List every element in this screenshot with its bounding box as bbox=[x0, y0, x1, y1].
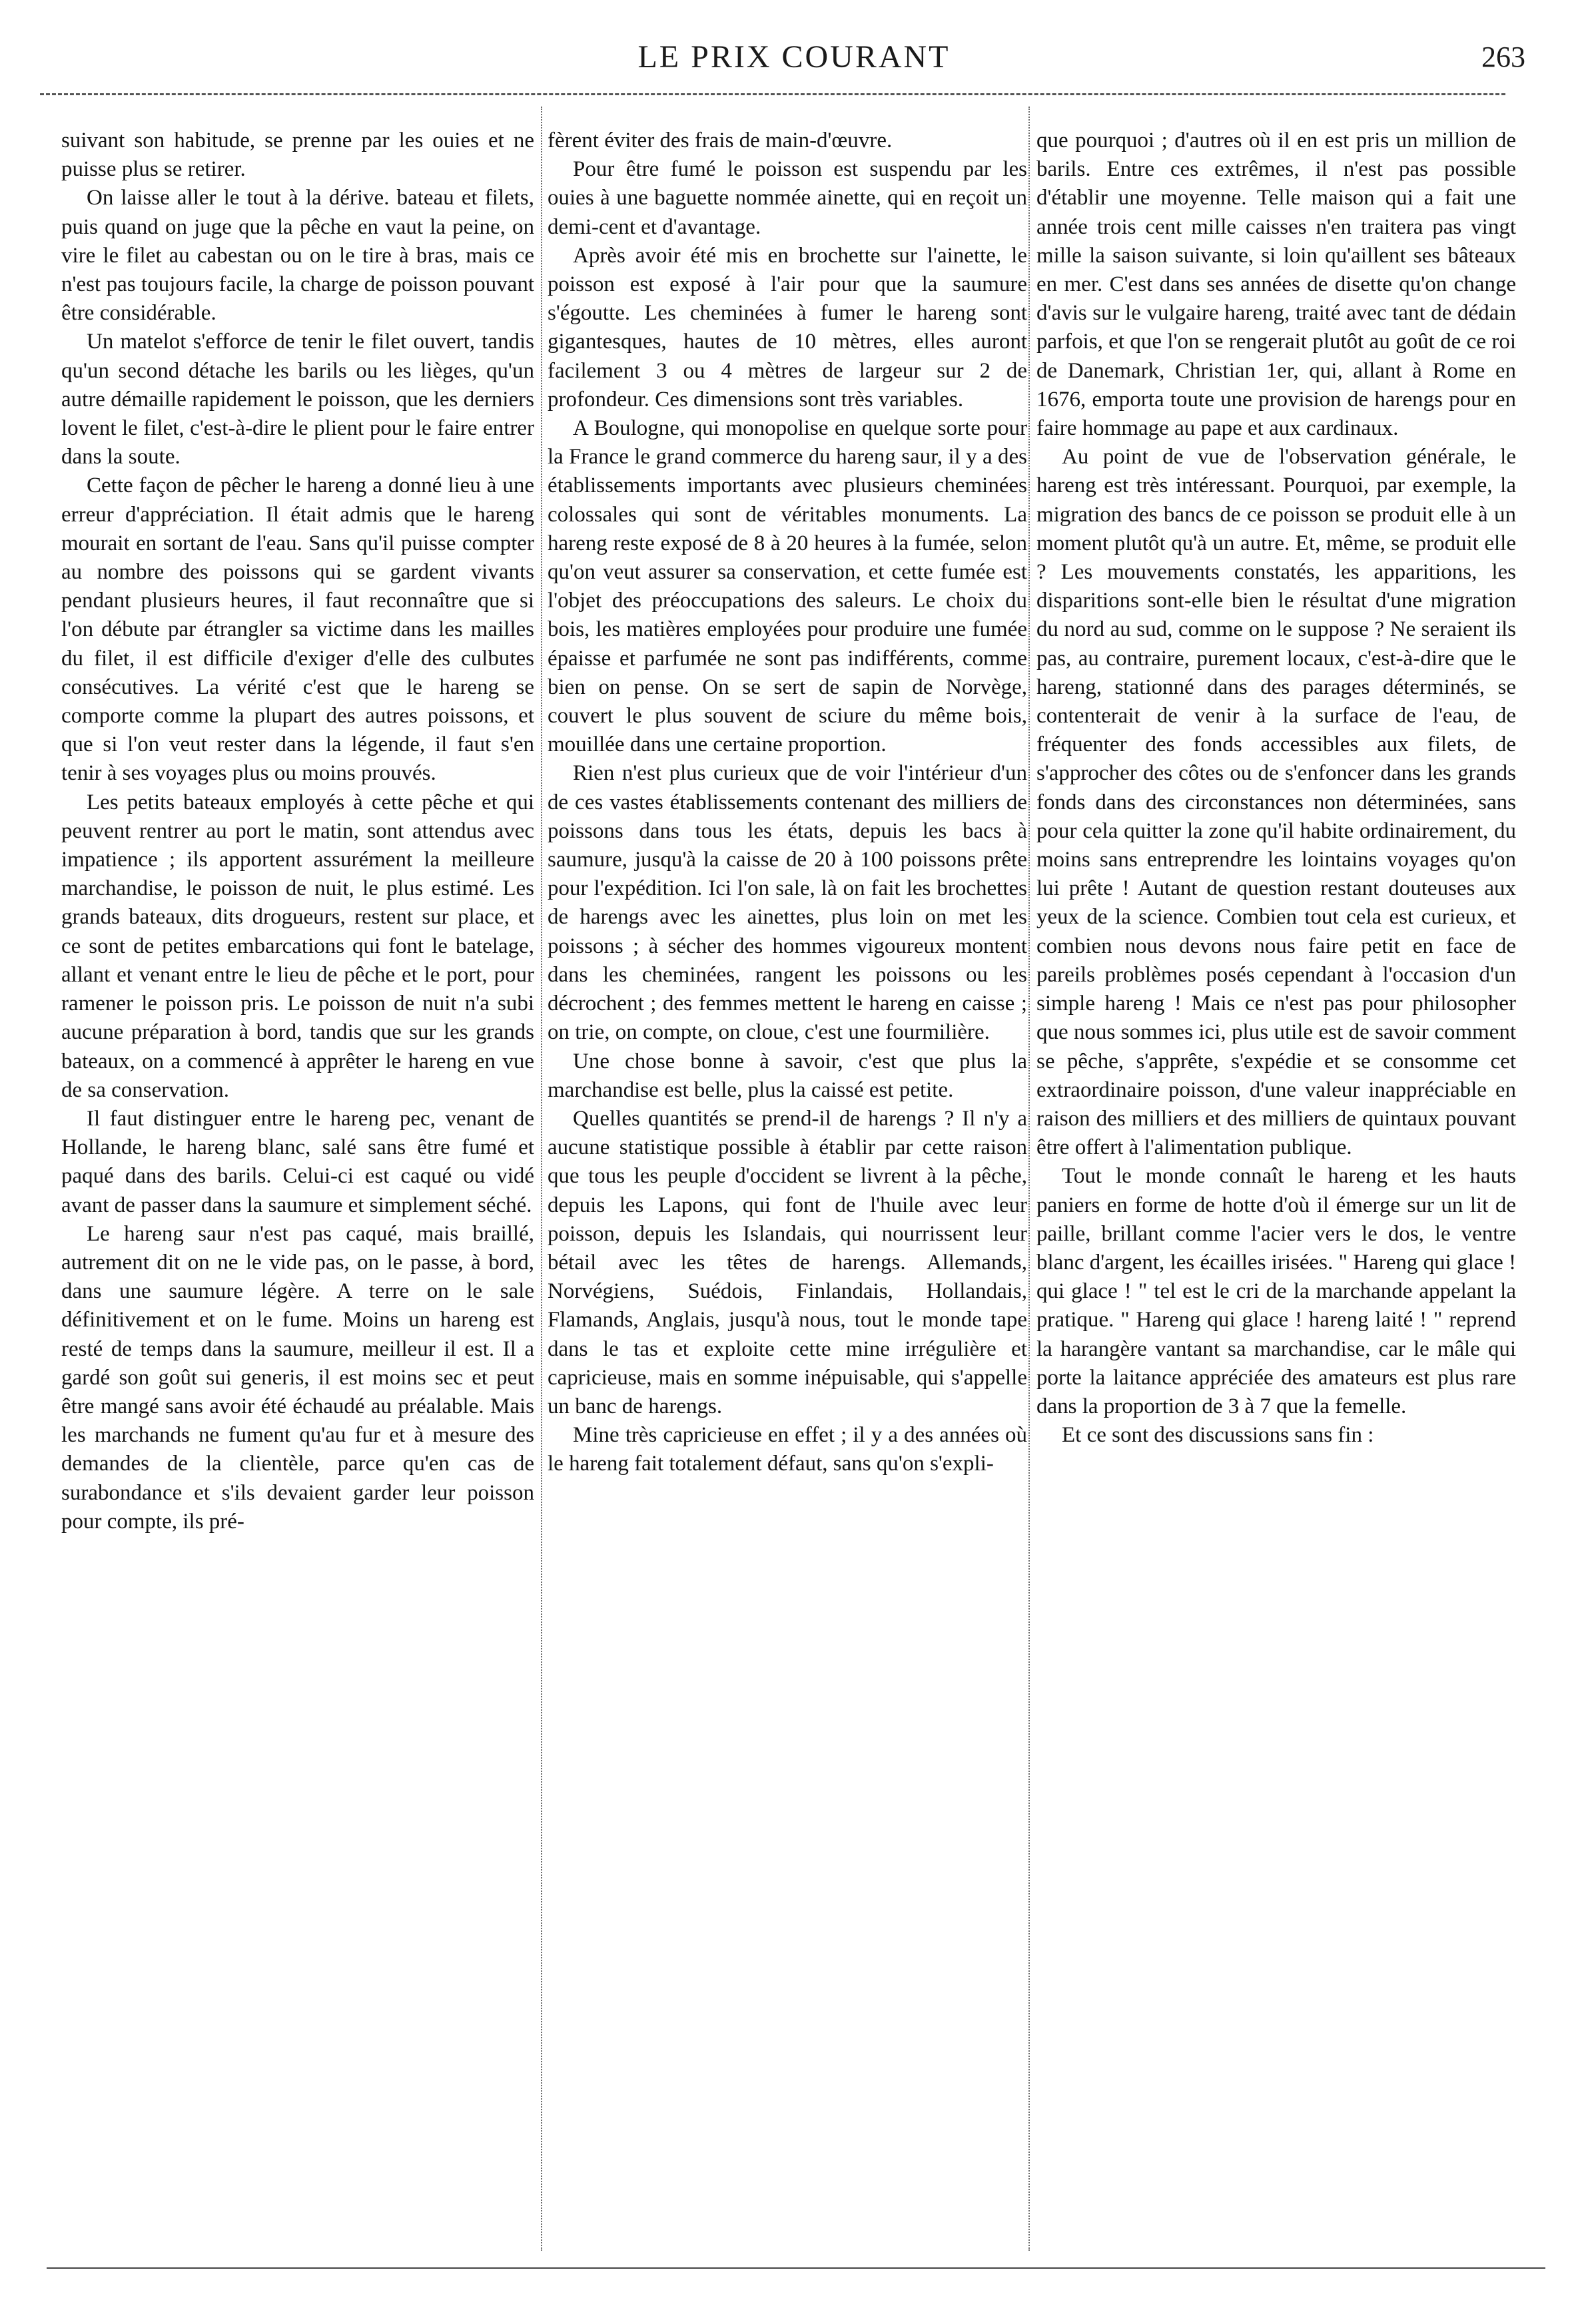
paragraph: Tout le monde connaît le hareng et les hauts paniers en forme de hotte d'où il émerge sur un lit de paille, brillant comme l'acier vers le dos, le ventre blanc d'argent, les écailles irisées. " Hareng qui glace ! qui glace ! " tel est le cri de la marchande appelant la pratique. " Hareng qui glace ! hareng laité ! " reprend la harangère vantant sa marchandise, car le mâle qui porte la laitance appréciée des amateurs est plus rare dans la proportion de 3 à 7 que la femelle. bbox=[1036, 1164, 1516, 1418]
paragraph: Rien n'est plus curieux que de voir l'intérieur d'un de ces vastes établissements contenant des milliers de poissons dans tous les états, depuis les bacs à saumure, jusqu'à la caisse de 20 à 100 poissons prête pour l'expédition. Ici l'on sale, là on fait les brochettes de harengs avec les ainettes, plus loin on met les poissons ; à sécher des hommes vigoureux montent dans les cheminées, rangent les poissons ou les décrochent ; des femmes mettent le hareng en caisse ; on trie, on compte, on cloue, c'est une fourmilière. bbox=[548, 761, 1027, 1045]
paragraph: Pour être fumé le poisson est suspendu par les ouies à une baguette nommée ainette, qui en reçoit un demi-cent et d'avantage. bbox=[548, 157, 1027, 239]
paragraph: A Boulogne, qui monopolise en quelque sorte pour la France le grand commerce du hareng saur, il y a des établissements importants avec plusieurs cheminées colossales qui sont de véritables monuments. La hareng reste exposé de 8 à 20 heures à la fumée, selon qu'on veut assurer sa conservation, et cette fumée est l'objet des préoccupations des saleurs. Le choix du bois, les matières employées pour produire une fumée épaisse et parfumée ne sont pas indifférents, comme bien on pense. On se sert de sapin de Norvège, couvert le plus souvent de sciure du même bois, mouillée dans une certaine proportion. bbox=[548, 416, 1027, 757]
paragraph: Cette façon de pêcher le hareng a donné lieu à une erreur d'appréciation. Il était admis que le hareng mourait en sortant de l'eau. Sans qu'il puisse compter au nombre des poissons qui se gardent vivants pendant plusieurs heures, il faut reconnaître que si l'on débute par étrangler sa victime dans les mailles du filet, il est difficile d'exiger d'elle des culbutes consécutives. La vérité c'est que le hareng se comporte comme la plupart des autres poissons, et que si l'on veut rester dans la légende, il faut s'en tenir à ses voyages plus ou moins prouvés. bbox=[61, 473, 534, 786]
text-column-3 bbox=[1036, 127, 1516, 2251]
running-title: LE PRIX COURANT bbox=[637, 39, 951, 75]
paragraph: Il faut distinguer entre le hareng pec, venant de Hollande, le hareng blanc, salé sans être fumé et paqué dans des barils. Celui-ci est caqué ou vidé avant de passer dans la saumure et simplement séché. bbox=[61, 1106, 534, 1217]
paragraph: Quelles quantités se prend-il de harengs ? Il n'y a aucune statistique possible à établir par cette raison que tous les peuple d'occident se livrent à la pêche, depuis les Lapons, qui font de l'huile avec leur poisson, depuis les Islandais, qui nourrissent leur bétail avec les têtes de harengs. Allemands, Norvégiens, Suédois, Finlandais, Hollandais, Flamands, Anglais, jusqu'à nous, tout le monde tape dans le tas et exploite cette mine irrégulière et capricieuse, mais en somme inépuisable, qui s'appelle un banc de harengs. bbox=[548, 1106, 1027, 1418]
paragraph: Le hareng saur n'est pas caqué, mais braillé, autrement dit on ne le vide pas, on le passe, à bord, dans une saumure légère. A terre on le sale définitivement et on le fume. Moins un hareng est resté de temps dans la saumure, meilleur il est. Il a gardé son goût sui generis, il est moins sec et peut être mangé sans avoir été échaudé au préalable. Mais les marchands ne fument qu'au fur et à mesure des demandes de la clientèle, parce qu'en cas de surabondance et s'ils devaient garder leur poisson pour compte, ils pré- bbox=[61, 1221, 534, 1534]
text-column-2 bbox=[548, 127, 1027, 2251]
paragraph: Après avoir été mis en brochette sur l'ainette, le poisson est exposé à l'air pour que la saumure s'égoutte. Les cheminées à fumer le hareng sont gigantesques, hautes de 10 mètres, elles auront facilement 3 ou 4 mètres de largeur sur 2 de profondeur. Ces dimensions sont très variables. bbox=[548, 243, 1027, 412]
paragraph: Mine très capricieuse en effet ; il y a des années où le hareng fait totalement défaut, sans qu'on s'expli- bbox=[548, 1423, 1027, 1476]
paragraph: Une chose bonne à savoir, c'est que plus la marchandise est belle, plus la caissé est petite. bbox=[548, 1049, 1027, 1102]
text-column-1 bbox=[61, 127, 534, 2251]
paragraph: Et ce sont des discussions sans fin : bbox=[1062, 1423, 1374, 1448]
page-header bbox=[40, 39, 1548, 85]
paragraph: fèrent éviter des frais de main-d'œuvre. bbox=[548, 129, 893, 152]
paragraph: Un matelot s'efforce de tenir le filet ouvert, tandis qu'un second détache les barils ou les lièges, qu'un autre démaille rapidement le poisson, que les derniers lovent le filet, c'est-à-dire le plient pour le faire entrer dans la soute. bbox=[61, 330, 534, 469]
paragraph: Les petits bateaux employés à cette pêche et qui peuvent rentrer au port le matin, sont attendus avec impatience ; ils apportent assurément la meilleure marchandise, le poisson de nuit, le plus estimé. Les grands bateaux, dits drogueurs, restent sur place, et ce sont de petites embarcations qui font le batelage, allant et venant entre le lieu de pêche et le port, pour ramener le poisson pris. Le poisson de nuit n'a subi aucune préparation à bord, tandis que sur les grands bateaux, on a commencé à apprêter le hareng en vue de sa conservation. bbox=[61, 790, 534, 1102]
column-divider bbox=[541, 107, 542, 2251]
header-rule bbox=[40, 93, 1505, 95]
paragraph: Au point de vue de l'observation générale, le hareng est très intéressant. Pourquoi, par exemple, la migration des bancs de ce poisson se produit elle à un moment plutôt qu'à un autre. Et, même, se produit elle ? Les mouvements constatés, les apparitions, les disparitions sont-elle bien le résultat d'une migration du nord au sud, comme on le suppose ? Ne seraient ils pas, au contraire, purement locaux, c'est-à-dire que le hareng, stationné dans des parages déterminés, se contenterait de venir à la surface de l'eau, de fréquenter des fonds accessibles aux filets, de s'approcher des côtes ou de s'enfoncer dans les grands fonds dans des circonstances non déterminées, sans pour cela quitter la zone qu'il habite ordinairement, du moins sans entreprendre les lointains voyages qu'on lui prête ! Autant de question restant douteuses aux yeux de la science. Combien tout cela est curieux, et combien nous devons nous faire petit en face de pareils problèmes posés cependant à l'occasion d'un simple hareng ! Mais ce n'est pas pour philosopher que nous sommes ici, plus utile est de savoir comment se pêche, s'apprête, s'expédie et se consomme cet extraordinaire poisson, d'une valeur inappréciable en raison des milliers et des milliers de quintaux pouvant être offert à l'alimentation publique. bbox=[1036, 445, 1516, 1160]
paragraph: que pourquoi ; d'autres où il en est pris un million de barils. Entre ces extrêmes, il n'est pas possible d'établir une moyenne. Telle maison qui a fait une année trois cent mille caisses n'en traitera pas vingt mille la saison suivante, si loin qu'aillent ses bâteaux en mer. C'est dans ses années de disette qu'on change d'avis sur le vulgaire hareng, traité avec tant de dédain parfois, et que l'on se rengerait plutôt au goût de ce roi de Danemark, Christian 1er, qui, allant à Rome en 1676, emporta toute une provision de harengs pour en faire hommage au pape et aux cardinaux. bbox=[1036, 129, 1516, 441]
page-number: 263 bbox=[1481, 41, 1525, 73]
column-divider bbox=[1028, 107, 1030, 2251]
footer-rule bbox=[47, 2267, 1545, 2269]
paragraph: On laisse aller le tout à la dérive. bateau et filets, puis quand on juge que la pêche en vaut la peine, on vire le filet au cabestan ou on le tire à bras, mais ce n'est pas toujours facile, la charge de poisson pouvant être considérable. bbox=[61, 186, 534, 326]
paragraph: suivant son habitude, se prenne par les ouies et ne puisse plus se retirer. bbox=[61, 129, 534, 182]
